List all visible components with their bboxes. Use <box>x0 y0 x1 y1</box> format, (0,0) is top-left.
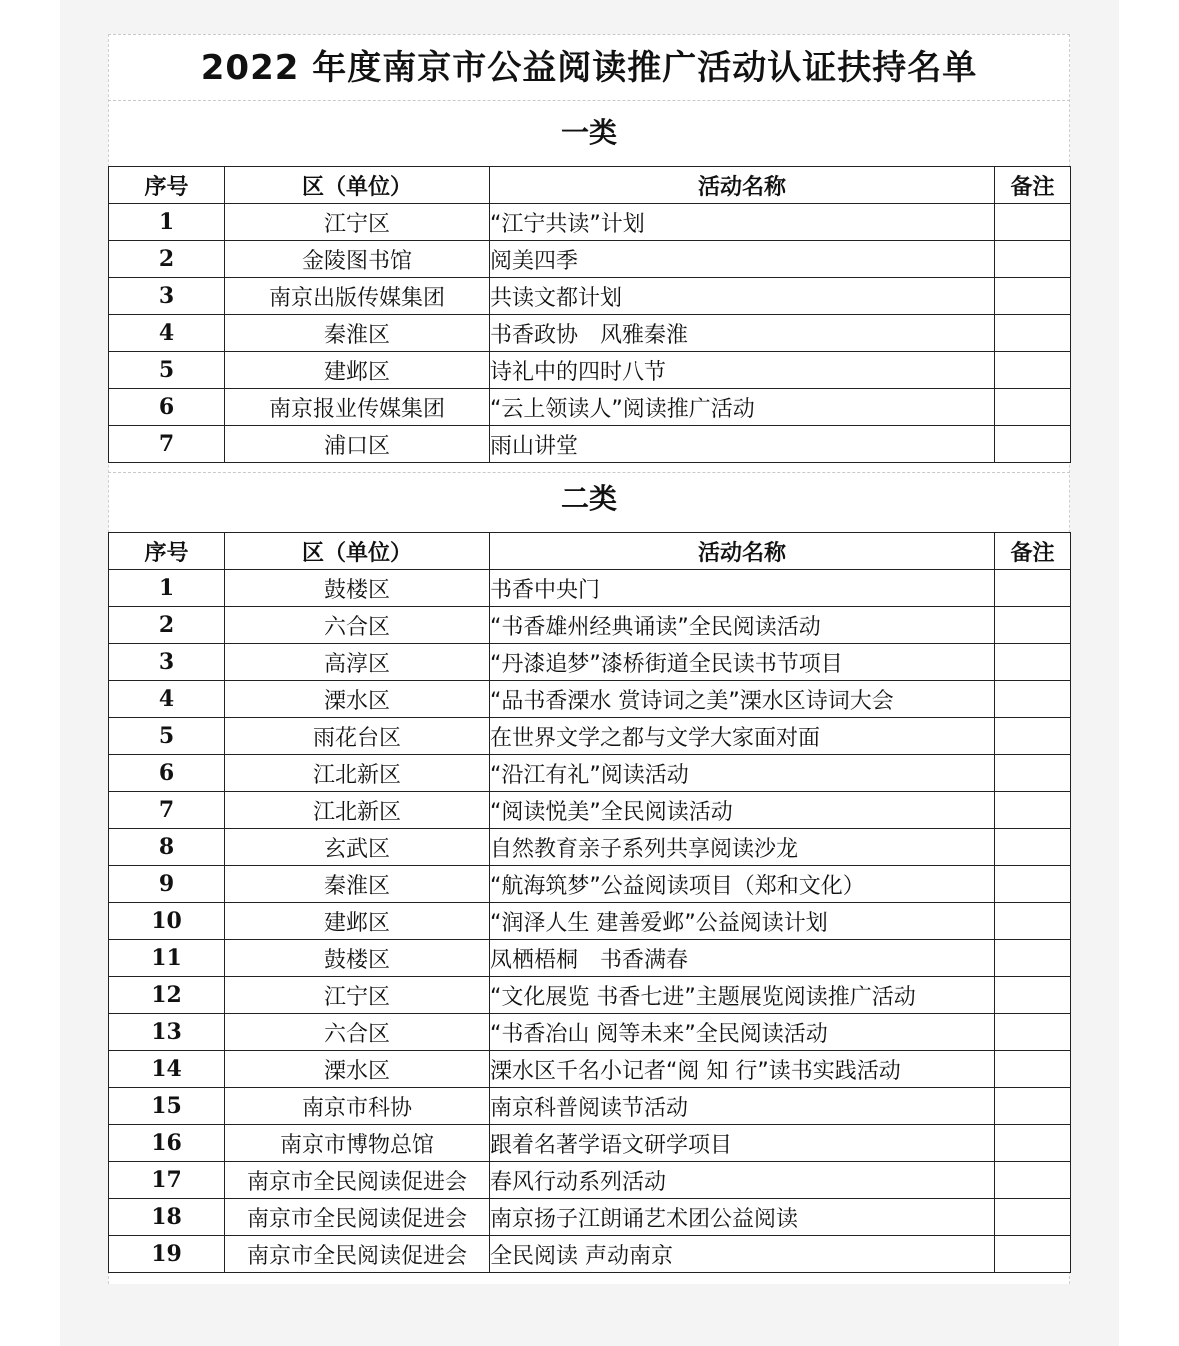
row-note <box>995 204 1071 241</box>
row-note <box>995 718 1071 755</box>
row-note <box>995 1088 1071 1125</box>
row-activity: 阅美四季 <box>490 241 995 278</box>
divider-section-2 <box>108 472 1070 473</box>
row-activity: “书香雄州经典诵读”全民阅读活动 <box>490 607 995 644</box>
row-activity: 溧水区千名小记者“阅 知 行”读书实践活动 <box>490 1051 995 1088</box>
table-row <box>109 1199 1071 1236</box>
row-seq: 7 <box>109 426 225 463</box>
row-unit: 秦淮区 <box>225 315 490 352</box>
table-header-row <box>109 533 1071 570</box>
row-unit: 江宁区 <box>225 977 490 1014</box>
row-activity: “文化展览 书香七进”主题展览阅读推广活动 <box>490 977 995 1014</box>
table-row <box>109 940 1071 977</box>
header-unit: 区（单位） <box>225 533 490 570</box>
row-activity: 书香中央门 <box>490 570 995 607</box>
row-seq: 2 <box>109 607 225 644</box>
row-unit: 江北新区 <box>225 792 490 829</box>
row-note <box>995 426 1071 463</box>
row-activity: “江宁共读”计划 <box>490 204 995 241</box>
row-activity: 雨山讲堂 <box>490 426 995 463</box>
table-row <box>109 1236 1071 1273</box>
table-class-1 <box>108 166 1071 463</box>
row-seq: 11 <box>109 940 225 977</box>
table-row <box>109 389 1071 426</box>
row-seq: 1 <box>109 570 225 607</box>
row-note <box>995 681 1071 718</box>
row-note <box>995 352 1071 389</box>
row-activity: 诗礼中的四时八节 <box>490 352 995 389</box>
table-row <box>109 1014 1071 1051</box>
row-unit: 南京市博物总馆 <box>225 1125 490 1162</box>
table-row <box>109 426 1071 463</box>
row-note <box>995 315 1071 352</box>
row-note <box>995 755 1071 792</box>
row-seq: 16 <box>109 1125 225 1162</box>
table-row <box>109 278 1071 315</box>
table-row <box>109 315 1071 352</box>
row-note <box>995 644 1071 681</box>
table-row <box>109 977 1071 1014</box>
divider-title <box>108 100 1070 101</box>
row-activity: 南京扬子江朗诵艺术团公益阅读 <box>490 1199 995 1236</box>
row-seq: 19 <box>109 1236 225 1273</box>
row-unit: 南京报业传媒集团 <box>225 389 490 426</box>
row-unit: 建邺区 <box>225 352 490 389</box>
row-note <box>995 1051 1071 1088</box>
table-body-class-2 <box>109 570 1071 1273</box>
row-activity: 自然教育亲子系列共享阅读沙龙 <box>490 829 995 866</box>
section-title-class-1: 一类 <box>560 116 617 149</box>
row-activity: “润泽人生 建善爱邺”公益阅读计划 <box>490 903 995 940</box>
table-class-2 <box>108 532 1071 1273</box>
row-note <box>995 977 1071 1014</box>
row-activity: 书香政协 风雅秦淮 <box>490 315 995 352</box>
row-note <box>995 389 1071 426</box>
header-seq: 序号 <box>109 167 225 204</box>
table-row <box>109 718 1071 755</box>
row-seq: 5 <box>109 352 225 389</box>
row-unit: 南京市科协 <box>225 1088 490 1125</box>
row-unit: 溧水区 <box>225 681 490 718</box>
divider-top <box>108 34 1070 35</box>
table-row <box>109 204 1071 241</box>
table-row <box>109 607 1071 644</box>
row-note <box>995 607 1071 644</box>
table-body-class-1 <box>109 204 1071 463</box>
row-unit: 金陵图书馆 <box>225 241 490 278</box>
row-note <box>995 940 1071 977</box>
row-activity: “云上领读人”阅读推广活动 <box>490 389 995 426</box>
row-unit: 江宁区 <box>225 204 490 241</box>
row-unit: 六合区 <box>225 1014 490 1051</box>
table-row <box>109 1162 1071 1199</box>
table-row <box>109 755 1071 792</box>
row-activity: 全民阅读 声动南京 <box>490 1236 995 1273</box>
header-seq: 序号 <box>109 533 225 570</box>
row-unit: 溧水区 <box>225 1051 490 1088</box>
row-unit: 高淳区 <box>225 644 490 681</box>
row-activity: 跟着名著学语文研学项目 <box>490 1125 995 1162</box>
header-activity: 活动名称 <box>490 533 995 570</box>
table-row <box>109 792 1071 829</box>
row-note <box>995 1162 1071 1199</box>
table-row <box>109 903 1071 940</box>
row-seq: 6 <box>109 755 225 792</box>
row-unit: 玄武区 <box>225 829 490 866</box>
row-seq: 14 <box>109 1051 225 1088</box>
row-seq: 5 <box>109 718 225 755</box>
row-seq: 2 <box>109 241 225 278</box>
row-unit: 雨花台区 <box>225 718 490 755</box>
header-note: 备注 <box>995 167 1071 204</box>
row-unit: 江北新区 <box>225 755 490 792</box>
row-note <box>995 792 1071 829</box>
row-unit: 南京市全民阅读促进会 <box>225 1199 490 1236</box>
row-activity: “航海筑梦”公益阅读项目（郑和文化） <box>490 866 995 903</box>
row-seq: 1 <box>109 204 225 241</box>
row-note <box>995 1236 1071 1273</box>
row-seq: 3 <box>109 644 225 681</box>
row-seq: 17 <box>109 1162 225 1199</box>
row-seq: 4 <box>109 315 225 352</box>
row-activity: “丹漆追梦”漆桥街道全民读书节项目 <box>490 644 995 681</box>
row-activity: 凤栖梧桐 书香满春 <box>490 940 995 977</box>
row-seq: 13 <box>109 1014 225 1051</box>
table-row <box>109 570 1071 607</box>
row-unit: 六合区 <box>225 607 490 644</box>
row-unit: 建邺区 <box>225 903 490 940</box>
row-activity: “书香冶山 阅等未来”全民阅读活动 <box>490 1014 995 1051</box>
row-seq: 12 <box>109 977 225 1014</box>
row-seq: 8 <box>109 829 225 866</box>
row-note <box>995 241 1071 278</box>
table-row <box>109 866 1071 903</box>
table-row <box>109 241 1071 278</box>
table-row <box>109 681 1071 718</box>
row-activity: “沿江有礼”阅读活动 <box>490 755 995 792</box>
row-seq: 3 <box>109 278 225 315</box>
row-note <box>995 866 1071 903</box>
table-row <box>109 644 1071 681</box>
header-note: 备注 <box>995 533 1071 570</box>
row-note <box>995 903 1071 940</box>
row-activity: 南京科普阅读节活动 <box>490 1088 995 1125</box>
row-unit: 鼓楼区 <box>225 940 490 977</box>
row-seq: 6 <box>109 389 225 426</box>
row-seq: 15 <box>109 1088 225 1125</box>
table-row <box>109 1051 1071 1088</box>
row-unit: 南京出版传媒集团 <box>225 278 490 315</box>
row-unit: 浦口区 <box>225 426 490 463</box>
table-row <box>109 829 1071 866</box>
row-unit: 南京市全民阅读促进会 <box>225 1236 490 1273</box>
row-note <box>995 570 1071 607</box>
row-seq: 4 <box>109 681 225 718</box>
header-activity: 活动名称 <box>490 167 995 204</box>
row-note <box>995 829 1071 866</box>
row-activity: “阅读悦美”全民阅读活动 <box>490 792 995 829</box>
row-note <box>995 1199 1071 1236</box>
table-header-row <box>109 167 1071 204</box>
row-note <box>995 1125 1071 1162</box>
table-row <box>109 1088 1071 1125</box>
table-row <box>109 352 1071 389</box>
section-title-class-2: 二类 <box>560 482 617 515</box>
row-seq: 9 <box>109 866 225 903</box>
row-seq: 7 <box>109 792 225 829</box>
row-activity: 共读文都计划 <box>490 278 995 315</box>
row-unit: 鼓楼区 <box>225 570 490 607</box>
row-activity: 在世界文学之都与文学大家面对面 <box>490 718 995 755</box>
row-activity: 春风行动系列活动 <box>490 1162 995 1199</box>
row-note <box>995 278 1071 315</box>
row-note <box>995 1014 1071 1051</box>
document-title: 2022 年度南京市公益阅读推广活动认证扶持名单 <box>200 48 978 88</box>
table-row <box>109 1125 1071 1162</box>
header-unit: 区（单位） <box>225 167 490 204</box>
row-activity: “品书香溧水 赏诗词之美”溧水区诗词大会 <box>490 681 995 718</box>
row-unit: 南京市全民阅读促进会 <box>225 1162 490 1199</box>
row-seq: 10 <box>109 903 225 940</box>
row-unit: 秦淮区 <box>225 866 490 903</box>
row-seq: 18 <box>109 1199 225 1236</box>
